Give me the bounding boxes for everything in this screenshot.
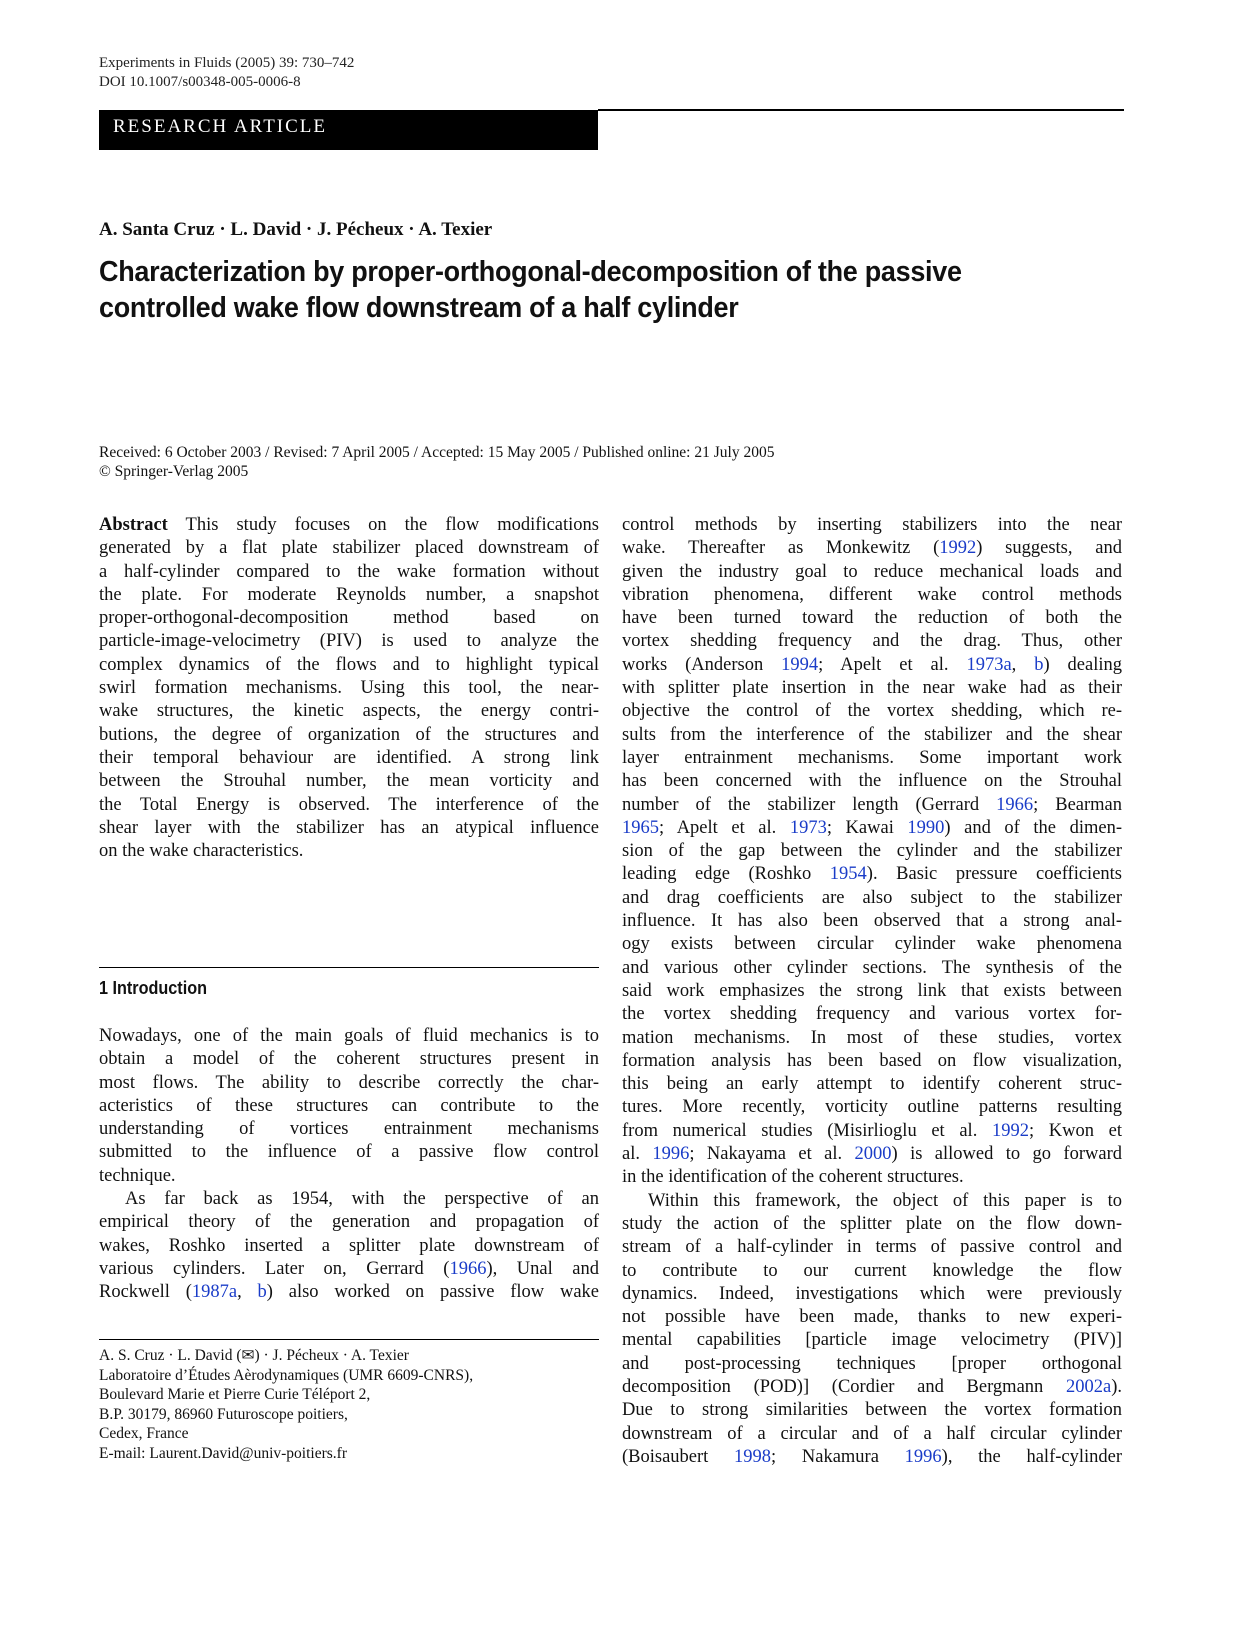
body-line: various cylinders. Later on, Gerrard (1966), Unal and xyxy=(99,1258,599,1279)
abstract-line: swirl formation mechanisms. Using this tool, the near- xyxy=(99,678,599,699)
body-line: wakes, Roshko inserted a splitter plate downstream of xyxy=(99,1235,599,1256)
footnote-rule xyxy=(99,1339,599,1340)
body-line: submitted to the influence of a passive flow control xyxy=(99,1142,599,1163)
body-line: study the action of the splitter plate on the flow down- xyxy=(622,1213,1122,1234)
header-rule xyxy=(598,109,1124,111)
body-line: not possible have been made, thanks to new experi- xyxy=(622,1307,1122,1328)
right-column xyxy=(622,514,1122,1469)
abstract-line: complex dynamics of the flows and to highlight typical xyxy=(99,654,599,675)
citation-link[interactable]: 1994 xyxy=(781,654,819,675)
dates-line: Received: 6 October 2003 / Revised: 7 April 2005 / Accepted: 15 May 2005 / Published online: 21 July 2005 xyxy=(99,444,775,461)
title-line: controlled wake flow downstream of a half cylinder xyxy=(99,292,739,324)
citation-link[interactable]: 1992 xyxy=(939,538,977,559)
citation-link[interactable]: b xyxy=(257,1282,267,1303)
body-line: with splitter plate insertion in the near wake had as their xyxy=(622,678,1122,699)
abstract-line: Abstract This study focuses on the flow modifications xyxy=(99,515,599,535)
citation-link[interactable]: b xyxy=(1034,654,1044,675)
body-line: obtain a model of the coherent structures present in xyxy=(99,1049,599,1070)
body-line: mental capabilities [particle image velocimetry (PIV)] xyxy=(622,1330,1122,1351)
intro-paragraph-1 xyxy=(99,1025,599,1305)
body-line: most flows. The ability to describe correctly the char- xyxy=(99,1072,599,1093)
citation-link[interactable]: 1966 xyxy=(996,794,1034,815)
body-line: has been concerned with the influence on the Strouhal xyxy=(622,771,1122,792)
abstract xyxy=(99,514,599,863)
body-line: influence. It has also been observed that a strong anal- xyxy=(622,911,1122,932)
body-line: to contribute to our current knowledge the flow xyxy=(622,1260,1122,1281)
body-line: 1965; Apelt et al. 1973; Kawai 1990) and of the dimen- xyxy=(622,817,1122,838)
citation-link[interactable]: 1990 xyxy=(907,817,945,838)
abstract-line: on the wake characteristics. xyxy=(99,841,304,862)
journal-citation xyxy=(99,54,354,92)
body-line: control methods by inserting stabilizers into the near xyxy=(622,515,1122,535)
body-line: ogy exists between circular cylinder wake phenomena xyxy=(622,934,1122,955)
body-line: objective the control of the vortex shedding, which re- xyxy=(622,701,1122,722)
affiliation-email[interactable]: E-mail: Laurent.David@univ-poitiers.fr xyxy=(99,1444,347,1462)
body-line: this being an early attempt to identify coherent struc- xyxy=(622,1074,1122,1095)
body-line: works (Anderson 1994; Apelt et al. 1973a, b) dealing xyxy=(622,654,1123,675)
abstract-line: wake structures, the kinetic aspects, the energy contri- xyxy=(99,701,599,722)
body-line: acteristics of these structures can contribute to the xyxy=(99,1095,599,1116)
body-line: layer entrainment mechanisms. Some important work xyxy=(622,747,1122,768)
body-line: understanding of vortices entrainment mechanisms xyxy=(99,1119,599,1140)
body-line: have been turned toward the reduction of both the xyxy=(622,608,1122,629)
citation-link[interactable]: 1954 xyxy=(829,864,867,885)
article-type-banner: RESEARCH ARTICLE xyxy=(99,110,598,150)
citation-link[interactable]: 2000 xyxy=(854,1144,892,1165)
body-line: sion of the gap between the cylinder and the stabilizer xyxy=(622,841,1122,862)
abstract-label: Abstract xyxy=(99,515,168,535)
body-line: leading edge (Roshko 1954). Basic pressure coefficients xyxy=(622,864,1122,885)
body-line: Rockwell (1987a, b) also worked on passive flow wake xyxy=(99,1282,599,1303)
body-line: wake. Thereafter as Monkewitz (1992) suggests, and xyxy=(622,538,1122,559)
body-line: Due to strong similarities between the vortex formation xyxy=(622,1400,1122,1421)
body-line: al. 1996; Nakayama et al. 2000) is allowed to go forward xyxy=(622,1144,1122,1165)
affiliation-bp: B.P. 30179, 86960 Futuroscope poitiers, xyxy=(99,1405,348,1423)
abstract-line: generated by a flat plate stabilizer placed downstream of xyxy=(99,538,599,559)
citation-link[interactable]: 1966 xyxy=(449,1258,487,1279)
affiliation-names: A. S. Cruz · L. David (✉) · J. Pécheux · A. Texier xyxy=(99,1347,409,1364)
body-line: in the identification of the coherent structures. xyxy=(622,1167,964,1188)
abstract-line: between the Strouhal number, the mean vorticity and xyxy=(99,771,599,792)
abstract-line: butions, the degree of organization of the structures and xyxy=(99,724,599,745)
body-line: stream of a half-cylinder in terms of passive control and xyxy=(622,1237,1122,1258)
body-line: As far back as 1954, with the perspective of an xyxy=(125,1189,599,1210)
publication-dates xyxy=(99,443,774,481)
affiliation-city: Cedex, France xyxy=(99,1425,189,1442)
body-line: from numerical studies (Misirlioglu et al. 1992; Kwon et xyxy=(622,1120,1123,1141)
affiliation-lab: Laboratoire d’Études Aèrodynamiques (UMR 6609-CNRS), xyxy=(99,1366,474,1384)
body-line: vibration phenomena, different wake control methods xyxy=(622,584,1122,605)
body-line: mation mechanisms. In most of these studies, vortex xyxy=(622,1027,1122,1048)
body-line: given the industry goal to reduce mechanical loads and xyxy=(622,561,1122,582)
journal-name: Experiments in Fluids (2005) 39: 730–742 xyxy=(99,55,355,71)
affiliation-street: Boulevard Marie et Pierre Curie Téléport 2, xyxy=(99,1386,371,1403)
body-line: vortex shedding frequency and the drag. Thus, other xyxy=(622,631,1122,652)
copyright: © Springer-Verlag 2005 xyxy=(99,463,249,480)
abstract-line: shear layer with the stabilizer has an atypical influence xyxy=(99,817,599,838)
citation-link[interactable]: 1992 xyxy=(991,1120,1029,1141)
citation-link[interactable]: 1973 xyxy=(789,817,827,838)
abstract-line: a half-cylinder compared to the wake formation without xyxy=(99,561,599,582)
section-heading: 1 Introduction xyxy=(99,978,207,998)
body-line: Within this framework, the object of this paper is to xyxy=(648,1190,1122,1211)
body-line: sults from the interference of the stabilizer and the shear xyxy=(622,724,1122,745)
citation-link[interactable]: 1987a xyxy=(191,1282,238,1303)
body-line: dynamics. Indeed, investigations which were previously xyxy=(622,1283,1122,1304)
body-line: Nowadays, one of the main goals of fluid mechanics is to xyxy=(99,1026,599,1046)
abstract-line: the Total Energy is observed. The interference of the xyxy=(99,794,599,815)
body-line: tures. More recently, vorticity outline patterns resulting xyxy=(622,1097,1122,1118)
abstract-line: the plate. For moderate Reynolds number, a snapshot xyxy=(99,584,599,605)
body-line: said work emphasizes the strong link that exists between xyxy=(622,980,1122,1001)
title-line: Characterization by proper-orthogonal-decomposition of the passive xyxy=(99,256,962,288)
author-list: A. Santa Cruz · L. David · J. Pécheux · A. Texier xyxy=(99,219,493,240)
affiliation xyxy=(99,1346,473,1463)
body-line: downstream of a circular and of a half circular cylinder xyxy=(622,1423,1122,1444)
body-line: empirical theory of the generation and propagation of xyxy=(99,1212,599,1233)
body-line: decomposition (POD)] (Cordier and Bergmann 2002a). xyxy=(622,1376,1122,1397)
body-line: and drag coefficients are also subject to the stabilizer xyxy=(622,887,1122,908)
abstract-line: particle-image-velocimetry (PIV) is used to analyze the xyxy=(99,631,599,652)
citation-link[interactable]: 2002a xyxy=(1065,1376,1112,1397)
paper-title xyxy=(99,254,1029,326)
citation-link[interactable]: 1965 xyxy=(622,817,659,838)
body-line: formation analysis has been based on flow visualization, xyxy=(622,1050,1122,1071)
doi: DOI 10.1007/s00348-005-0006-8 xyxy=(99,74,301,90)
abstract-line: their temporal behaviour are identified. A strong link xyxy=(99,747,599,768)
citation-link[interactable]: 1996 xyxy=(652,1144,690,1165)
section-rule xyxy=(99,967,599,968)
body-line: technique. xyxy=(99,1165,176,1186)
body-line: the vortex shedding frequency and various vortex for- xyxy=(622,1004,1122,1025)
abstract-line: proper-orthogonal-decomposition method based on xyxy=(99,608,599,629)
citation-link[interactable]: 1998 xyxy=(734,1446,772,1467)
citation-link[interactable]: 1973a xyxy=(966,654,1012,675)
body-line: (Boisaubert 1998; Nakamura 1996), the half-cylinder xyxy=(622,1446,1123,1467)
body-line: and various other cylinder sections. The synthesis of the xyxy=(622,957,1122,978)
body-line: number of the stabilizer length (Gerrard 1966; Bearman xyxy=(622,794,1122,815)
citation-link[interactable]: 1996 xyxy=(904,1446,942,1467)
body-line: and post-processing techniques [proper orthogonal xyxy=(622,1353,1122,1374)
